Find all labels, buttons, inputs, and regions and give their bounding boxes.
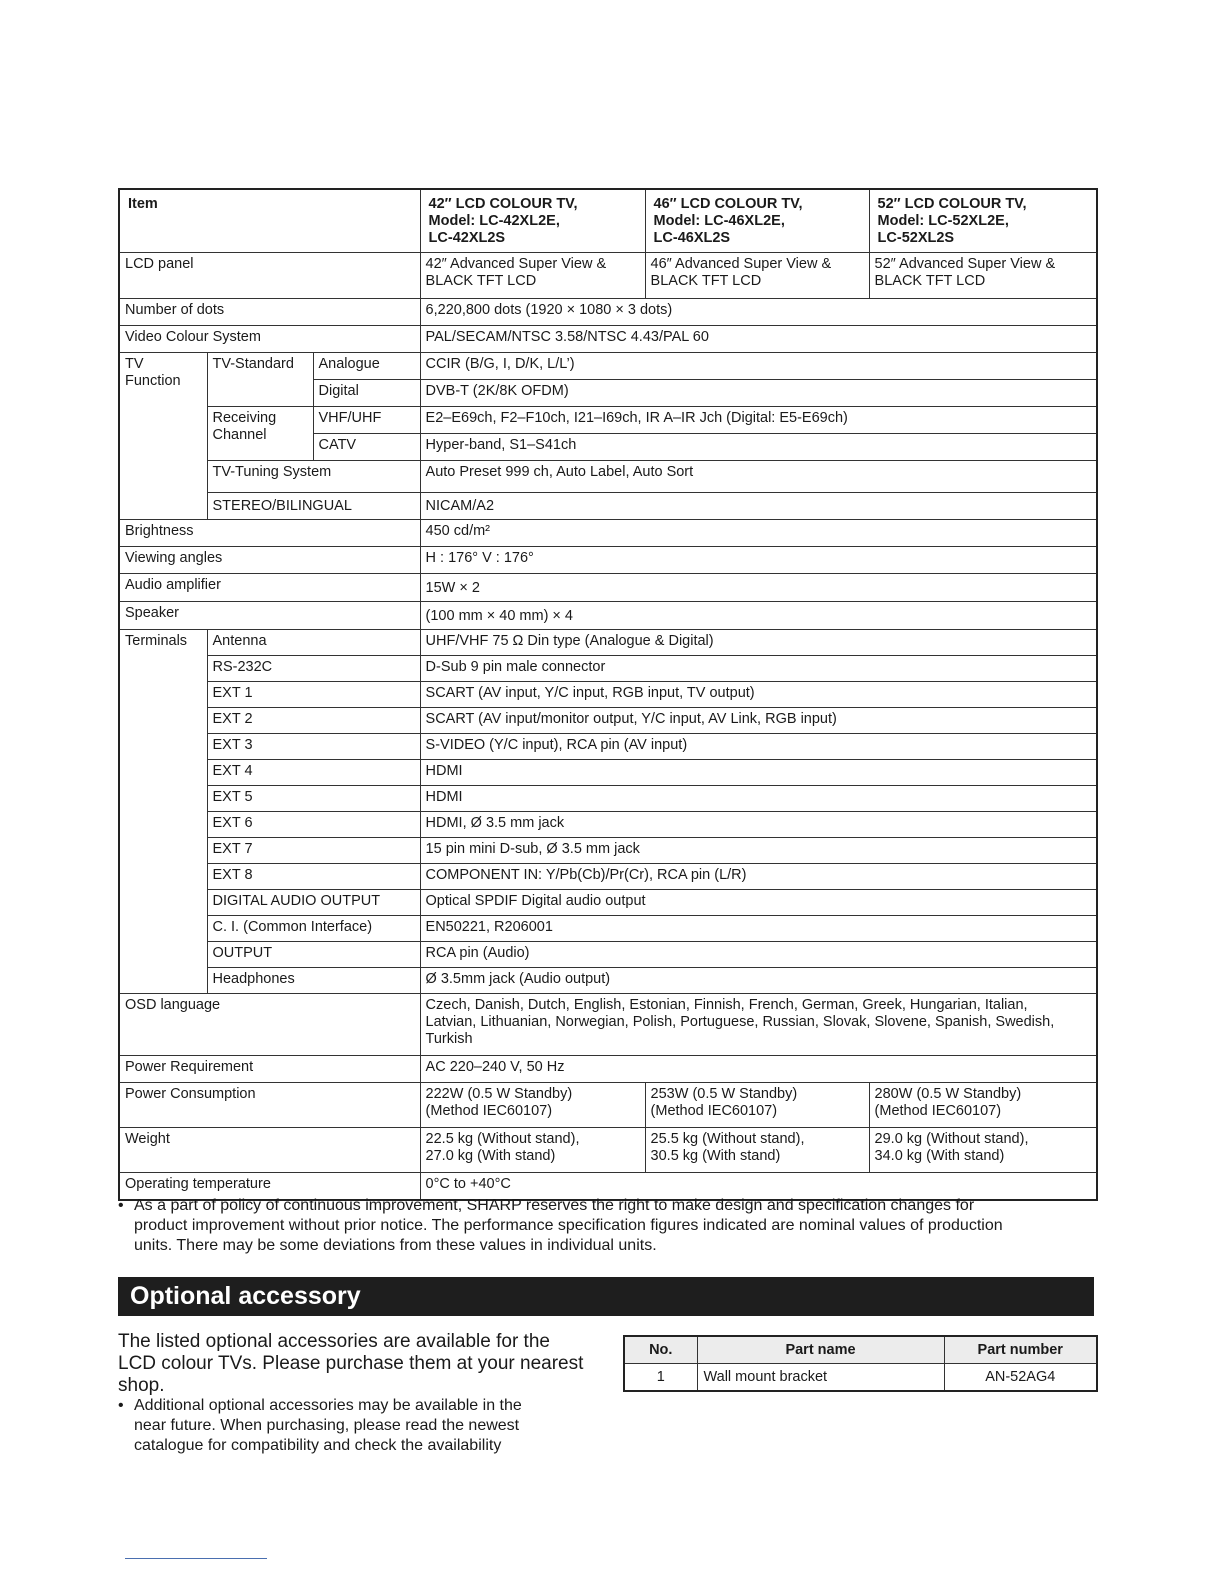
terminals-label: Terminals bbox=[119, 630, 207, 994]
footer-divider bbox=[125, 1558, 267, 1559]
lcd-panel-row bbox=[119, 253, 1097, 299]
terminal-value: COMPONENT IN: Y/Pb(Cb)/Pr(Cr), RCA pin (L/R) bbox=[420, 864, 1097, 890]
note-line: product improvement without prior notice. The performance specification figures indicated are nominal values of production bbox=[134, 1217, 1003, 1234]
optional-accessory-heading: Optional accessory bbox=[118, 1277, 1094, 1316]
number-of-dots-value: 6,220,800 dots (1920 × 1080 × 3 dots) bbox=[420, 299, 1097, 326]
video-colour-system-value: PAL/SECAM/NTSC 3.58/NTSC 4.43/PAL 60 bbox=[420, 326, 1097, 353]
terminal-row bbox=[119, 942, 1097, 968]
terminal-value: D-Sub 9 pin male connector bbox=[420, 656, 1097, 682]
terminal-value: UHF/VHF 75 Ω Din type (Analogue & Digital) bbox=[420, 630, 1097, 656]
terminal-name: EXT 3 bbox=[207, 734, 420, 760]
model-52-header: 52″ LCD COLOUR TV, Model: LC-52XL2E, LC-52XL2S bbox=[869, 189, 1097, 253]
power-consumption-42: 222W (0.5 W Standby) (Method IEC60107) bbox=[420, 1083, 645, 1128]
terminal-name: RS-232C bbox=[207, 656, 420, 682]
accessory-part-name: Wall mount bracket bbox=[697, 1364, 944, 1392]
vhf-uhf-value: E2–E69ch, F2–F10ch, I21–I69ch, IR A–IR Jch (Digital: E5-E69ch) bbox=[420, 407, 1097, 434]
osd-language-label: OSD language bbox=[119, 994, 420, 1056]
weight-row bbox=[119, 1128, 1097, 1173]
lcd-panel-46: 46″ Advanced Super View & BLACK TFT LCD bbox=[645, 253, 869, 299]
terminal-value: S-VIDEO (Y/C input), RCA pin (AV input) bbox=[420, 734, 1097, 760]
receiving-channel-label: Receiving Channel bbox=[207, 407, 313, 461]
terminal-row bbox=[119, 838, 1097, 864]
model-42-header: 42″ LCD COLOUR TV, Model: LC-42XL2E, LC-42XL2S bbox=[420, 189, 645, 253]
power-consumption-46: 253W (0.5 W Standby) (Method IEC60107) bbox=[645, 1083, 869, 1128]
terminal-name: EXT 4 bbox=[207, 760, 420, 786]
accessory-part-number: AN-52AG4 bbox=[944, 1364, 1097, 1392]
number-of-dots-label: Number of dots bbox=[119, 299, 420, 326]
accessory-table bbox=[623, 1335, 1098, 1392]
catv-value: Hyper-band, S1–S41ch bbox=[420, 434, 1097, 461]
video-colour-system-label: Video Colour System bbox=[119, 326, 420, 353]
no-header: No. bbox=[624, 1336, 697, 1364]
terminal-row bbox=[119, 708, 1097, 734]
power-requirement-row bbox=[119, 1056, 1097, 1083]
table-row bbox=[624, 1364, 1097, 1392]
terminal-name: EXT 6 bbox=[207, 812, 420, 838]
terminal-row bbox=[119, 682, 1097, 708]
speaker-row bbox=[119, 602, 1097, 630]
lcd-panel-42: 42″ Advanced Super View & BLACK TFT LCD bbox=[420, 253, 645, 299]
item-header: Item bbox=[119, 189, 420, 253]
speaker-value: (100 mm × 40 mm) × 4 bbox=[420, 602, 1097, 630]
power-requirement-label: Power Requirement bbox=[119, 1056, 420, 1083]
terminal-value: RCA pin (Audio) bbox=[420, 942, 1097, 968]
weight-label: Weight bbox=[119, 1128, 420, 1173]
terminal-row bbox=[119, 812, 1097, 838]
terminal-row bbox=[119, 890, 1097, 916]
weight-52: 29.0 kg (Without stand), 34.0 kg (With stand) bbox=[869, 1128, 1097, 1173]
tv-tuning-system-label: TV-Tuning System bbox=[207, 461, 420, 493]
audio-amplifier-row bbox=[119, 574, 1097, 602]
terminal-value: Optical SPDIF Digital audio output bbox=[420, 890, 1097, 916]
bullet-icon: • bbox=[118, 1197, 124, 1214]
tv-standard-label: TV-Standard bbox=[207, 353, 313, 407]
accessory-no: 1 bbox=[624, 1364, 697, 1392]
accessory-note-line: near future. When purchasing, please read the newest bbox=[134, 1417, 520, 1434]
analogue-value: CCIR (B/G, I, D/K, L/L’) bbox=[420, 353, 1097, 380]
terminal-value: SCART (AV input/monitor output, Y/C input, AV Link, RGB input) bbox=[420, 708, 1097, 734]
accessory-note-line: Additional optional accessories may be available in the bbox=[134, 1397, 522, 1414]
viewing-angles-label: Viewing angles bbox=[119, 547, 420, 574]
part-name-header: Part name bbox=[697, 1336, 944, 1364]
operating-temperature-label: Operating temperature bbox=[119, 1173, 420, 1201]
number-of-dots-row bbox=[119, 299, 1097, 326]
terminal-name: DIGITAL AUDIO OUTPUT bbox=[207, 890, 420, 916]
accessory-intro bbox=[118, 1331, 613, 1397]
osd-language-value: Czech, Danish, Dutch, English, Estonian, Finnish, French, German, Greek, Hungarian, Italian, Latvian, Lithuanian, Norwegian, Polish, Portuguese, Russian, Slovak, Slovene, Spanish, Swedish, Turkish bbox=[420, 994, 1097, 1056]
digital-label: Digital bbox=[313, 380, 420, 407]
catv-label: CATV bbox=[313, 434, 420, 461]
weight-46: 25.5 kg (Without stand), 30.5 kg (With stand) bbox=[645, 1128, 869, 1173]
terminal-row bbox=[119, 630, 1097, 656]
stereo-bilingual-value: NICAM/A2 bbox=[420, 493, 1097, 520]
viewing-angles-row bbox=[119, 547, 1097, 574]
terminal-name: EXT 5 bbox=[207, 786, 420, 812]
tv-function-label: TV Function bbox=[119, 353, 207, 520]
terminal-value: HDMI bbox=[420, 786, 1097, 812]
power-consumption-label: Power Consumption bbox=[119, 1083, 420, 1128]
terminal-name: Antenna bbox=[207, 630, 420, 656]
terminal-row bbox=[119, 786, 1097, 812]
stereo-bilingual-label: STEREO/BILINGUAL bbox=[207, 493, 420, 520]
accessory-note-line: catalogue for compatibility and check the availability bbox=[134, 1437, 502, 1454]
terminal-row bbox=[119, 760, 1097, 786]
power-requirement-value: AC 220–240 V, 50 Hz bbox=[420, 1056, 1097, 1083]
viewing-angles-value: H : 176° V : 176° bbox=[420, 547, 1097, 574]
stereo-bilingual-row bbox=[119, 493, 1097, 520]
terminal-name: OUTPUT bbox=[207, 942, 420, 968]
vhf-uhf-label: VHF/UHF bbox=[313, 407, 420, 434]
terminal-row bbox=[119, 734, 1097, 760]
terminal-name: EXT 8 bbox=[207, 864, 420, 890]
speaker-label: Speaker bbox=[119, 602, 420, 630]
terminal-row bbox=[119, 864, 1097, 890]
terminal-row bbox=[119, 656, 1097, 682]
intro-line: LCD colour TVs. Please purchase them at your nearest bbox=[118, 1353, 584, 1374]
power-consumption-52: 280W (0.5 W Standby) (Method IEC60107) bbox=[869, 1083, 1097, 1128]
terminals-section bbox=[119, 630, 1097, 994]
spec-disclaimer-note bbox=[118, 1196, 1124, 1256]
bullet-icon: • bbox=[118, 1397, 124, 1414]
header-row bbox=[119, 189, 1097, 253]
tv-standard-analogue-row bbox=[119, 353, 1097, 380]
terminal-name: EXT 7 bbox=[207, 838, 420, 864]
brightness-label: Brightness bbox=[119, 520, 420, 547]
brightness-row bbox=[119, 520, 1097, 547]
video-colour-system-row bbox=[119, 326, 1097, 353]
terminal-name: EXT 2 bbox=[207, 708, 420, 734]
analogue-label: Analogue bbox=[313, 353, 420, 380]
model-46-header: 46″ LCD COLOUR TV, Model: LC-46XL2E, LC-46XL2S bbox=[645, 189, 869, 253]
note-line: units. There may be some deviations from these values in individual units. bbox=[134, 1237, 657, 1254]
terminal-name: C. I. (Common Interface) bbox=[207, 916, 420, 942]
audio-amplifier-label: Audio amplifier bbox=[119, 574, 420, 602]
specifications-table bbox=[118, 188, 1098, 1201]
accessory-header-row bbox=[624, 1336, 1097, 1364]
note-line: As a part of policy of continuous improvement, SHARP reserves the right to make design and specification changes for bbox=[134, 1197, 975, 1214]
tv-tuning-system-value: Auto Preset 999 ch, Auto Label, Auto Sort bbox=[420, 461, 1097, 493]
tv-tuning-system-row bbox=[119, 461, 1097, 493]
terminal-row bbox=[119, 916, 1097, 942]
terminal-value: HDMI, Ø 3.5 mm jack bbox=[420, 812, 1097, 838]
terminal-value: SCART (AV input, Y/C input, RGB input, TV output) bbox=[420, 682, 1097, 708]
terminal-name: EXT 1 bbox=[207, 682, 420, 708]
terminal-value: Ø 3.5mm jack (Audio output) bbox=[420, 968, 1097, 994]
audio-amplifier-value: 15W × 2 bbox=[420, 574, 1097, 602]
intro-line: The listed optional accessories are available for the bbox=[118, 1331, 550, 1352]
lcd-panel-52: 52″ Advanced Super View & BLACK TFT LCD bbox=[869, 253, 1097, 299]
operating-temperature-value: 0°C to +40°C bbox=[420, 1173, 1097, 1201]
terminal-value: HDMI bbox=[420, 760, 1097, 786]
terminal-name: Headphones bbox=[207, 968, 420, 994]
part-number-header: Part number bbox=[944, 1336, 1097, 1364]
osd-language-row bbox=[119, 994, 1097, 1056]
terminal-value: EN50221, R206001 bbox=[420, 916, 1097, 942]
brightness-value: 450 cd/m² bbox=[420, 520, 1097, 547]
weight-42: 22.5 kg (Without stand), 27.0 kg (With stand) bbox=[420, 1128, 645, 1173]
power-consumption-row bbox=[119, 1083, 1097, 1128]
lcd-panel-label: LCD panel bbox=[119, 253, 420, 299]
terminal-row bbox=[119, 968, 1097, 994]
intro-line: shop. bbox=[118, 1375, 165, 1396]
terminal-value: 15 pin mini D-sub, Ø 3.5 mm jack bbox=[420, 838, 1097, 864]
digital-value: DVB-T (2K/8K OFDM) bbox=[420, 380, 1097, 407]
accessory-availability-note bbox=[118, 1396, 614, 1456]
receiving-vhf-uhf-row bbox=[119, 407, 1097, 434]
